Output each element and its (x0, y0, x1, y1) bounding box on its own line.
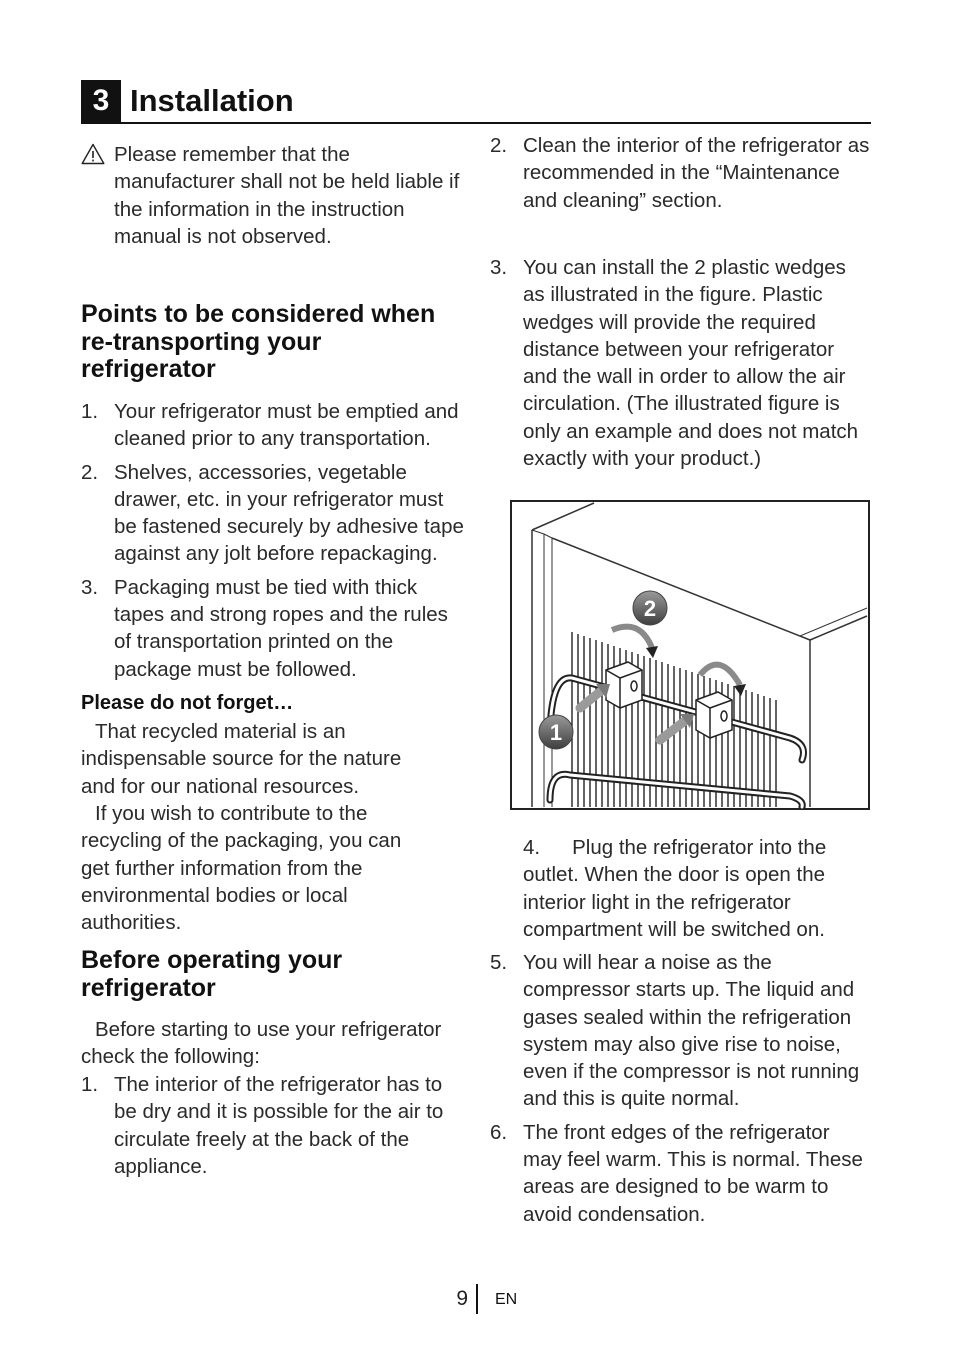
dont-forget-paragraph-1: That recycled material is an indispensable source for the nature and for our national resources. (81, 720, 402, 798)
list-text: The interior of the refrigerator has to be dry and it is possible for the air to circulate freely at the back of the appliance. (114, 1073, 444, 1178)
svg-text:1: 1 (549, 720, 563, 745)
list-text: You can install the 2 plastic wedges as illustrated in the figure. Plastic wedges will provide the required distance between your refrigerator and the wall in order to allow the air circulation. (The illustrated figure is only an example and does not match exactly with your product.) (523, 256, 859, 471)
list-item (490, 132, 872, 214)
warning-triangle-icon (81, 143, 105, 165)
chapter-number: 3 (81, 80, 121, 122)
list-item (81, 398, 466, 453)
language-code: EN (495, 1291, 518, 1308)
retransport-list (81, 398, 466, 689)
chapter-divider (81, 122, 871, 124)
list-number: 3. (81, 575, 99, 599)
list-text: Packaging must be tied with thick tapes and strong ropes and the rules of transportation printed on the package must be followed. (114, 575, 448, 681)
list-item (490, 254, 872, 472)
callout-2 (633, 591, 667, 625)
footer-divider (476, 1284, 478, 1314)
list-item (81, 1071, 451, 1180)
list-text: The front edges of the refrigerator may feel warm. This is normal. These areas are designed to be warm to avoid condensation. (523, 1120, 863, 1226)
wedge-installation-figure (510, 500, 870, 810)
list-item (81, 459, 466, 568)
chapter-title: Installation (130, 83, 294, 118)
before-heading: Before operating your refrigerator (81, 946, 343, 1002)
list-item-4 (523, 834, 853, 943)
list-number: 1. (81, 1073, 99, 1096)
list-text: Plug the refrigerator into the outlet. When the door is open the interior light in the refrigerator compartment will be switched on. (523, 836, 827, 941)
list-number: 3. (490, 256, 508, 279)
refrigerator-back-illustration (510, 500, 870, 810)
before-list-right (490, 949, 872, 1228)
list-number: 1. (81, 400, 99, 423)
warning-text: Please remember that the manufacturer shall not be held liable if the information in the instruction manual is not observed. (114, 143, 460, 248)
dont-forget-paragraph-2: If you wish to contribute to the recycling of the packaging, you can get further information from the environmental bodies or local authorities. (81, 802, 402, 935)
list-text: Your refrigerator must be emptied and cleaned prior to any transportation. (114, 400, 459, 451)
list-text: You will hear a noise as the compressor starts up. The liquid and gases sealed within the refrigeration system may also give rise to noise, even if the compressor is not running and this is quite normal. (523, 951, 860, 1111)
before-list-item-2 (490, 132, 872, 214)
list-item (490, 1119, 872, 1228)
list-number: 2. (490, 134, 508, 157)
list-number: 5. (490, 951, 508, 974)
before-list-item-3 (490, 254, 872, 472)
page-number: 9 (456, 1287, 468, 1310)
list-number: 6. (490, 1120, 508, 1144)
list-text: Shelves, accessories, vegetable drawer, etc. in your refrigerator must be fastened securely by adhesive tape against any jolt before repackaging. (114, 460, 464, 566)
list-text: Clean the interior of the refrigerator as recommended in the “Maintenance and cleaning” section. (523, 134, 870, 212)
callout-1 (539, 715, 573, 749)
before-intro: Before starting to use your refrigerator check the following: (81, 1018, 442, 1069)
list-item (490, 949, 872, 1113)
before-list-left (81, 1071, 451, 1180)
list-number: 2. (81, 460, 99, 484)
list-item (81, 574, 466, 683)
svg-text:2: 2 (643, 596, 657, 621)
dont-forget-heading: Please do not forget… (81, 692, 294, 714)
list-number: 4. (523, 836, 541, 859)
retransport-heading: Points to be considered when re-transporting your refrigerator (81, 300, 436, 383)
